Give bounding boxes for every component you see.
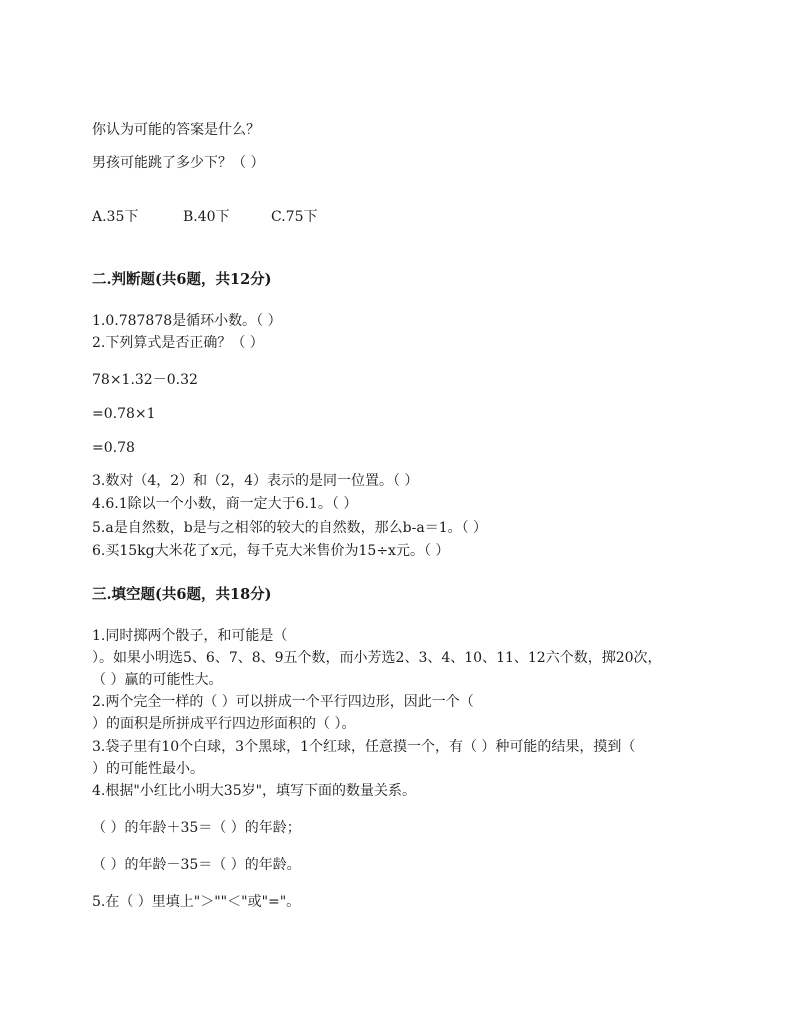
judge-item-6: 6.买15kg大米花了x元，每千克大米售价为15÷x元。（ ） [92,543,450,559]
fill-item-3-line-1: 3.袋子里有10个白球，3个黑球，1个红球，任意摸一个，有（ ）种可能的结果，摸到（ [92,739,636,755]
fill-item-4: 4.根据"小红比小明大35岁"，填写下面的数量关系。 [92,783,417,799]
intro-prompt: 你认为可能的答案是什么？ [92,122,260,138]
equation-line-2: =0.78×1 [92,406,156,422]
equation-line-3: =0.78 [92,440,135,456]
section-3-heading: 三.填空题(共6题，共18分) [92,586,272,603]
judge-item-5: 5.a是自然数，b是与之相邻的较大的自然数，那么b-a＝1。（ ） [92,520,488,536]
judge-item-2: 2.下列算式是否正确？（ ） [92,335,264,351]
option-c: C.75下 [271,209,318,225]
fill-item-2-line-1: 2.两个完全一样的（ ）可以拼成一个平行四边形，因此一个（ [92,694,474,710]
fill-item-4-relation-1: （ ）的年龄＋35＝（ ）的年龄； [92,820,301,836]
judge-item-1: 1.0.787878是循环小数。（ ） [92,313,282,329]
fill-item-2-line-2: ）的面积是所拼成平行四边形面积的（ ）。 [92,716,356,732]
answer-options [92,207,317,227]
option-a: A.35下 [92,209,139,225]
fill-item-1-line-2: ）。如果小明选5、6、7、8、9五个数，而小芳选2、3、4、10、11、12六个数，掷20次， [92,650,662,666]
fill-item-3-line-2: ）的可能性最小。 [92,761,204,777]
fill-item-5: 5.在（ ）里填上"＞""＜"或"="。 [92,894,301,910]
fill-item-1-line-3: （ ）赢的可能性大。 [92,672,223,688]
option-b: B.40下 [183,209,230,225]
judge-item-4: 4.6.1除以一个小数，商一定大于6.1。（ ） [92,496,358,512]
fill-item-4-relation-2: （ ）的年龄－35＝（ ）的年龄。 [92,857,301,873]
fill-item-1-line-1: 1.同时掷两个骰子，和可能是（ [92,628,288,644]
intro-question: 男孩可能跳了多少下？（ ） [92,155,265,171]
judge-item-3: 3.数对（4，2）和（2，4）表示的是同一位置。（ ） [92,473,419,489]
equation-line-1: 78×1.32－0.32 [92,372,198,388]
section-2-heading: 二.判断题(共6题，共12分) [92,271,272,288]
